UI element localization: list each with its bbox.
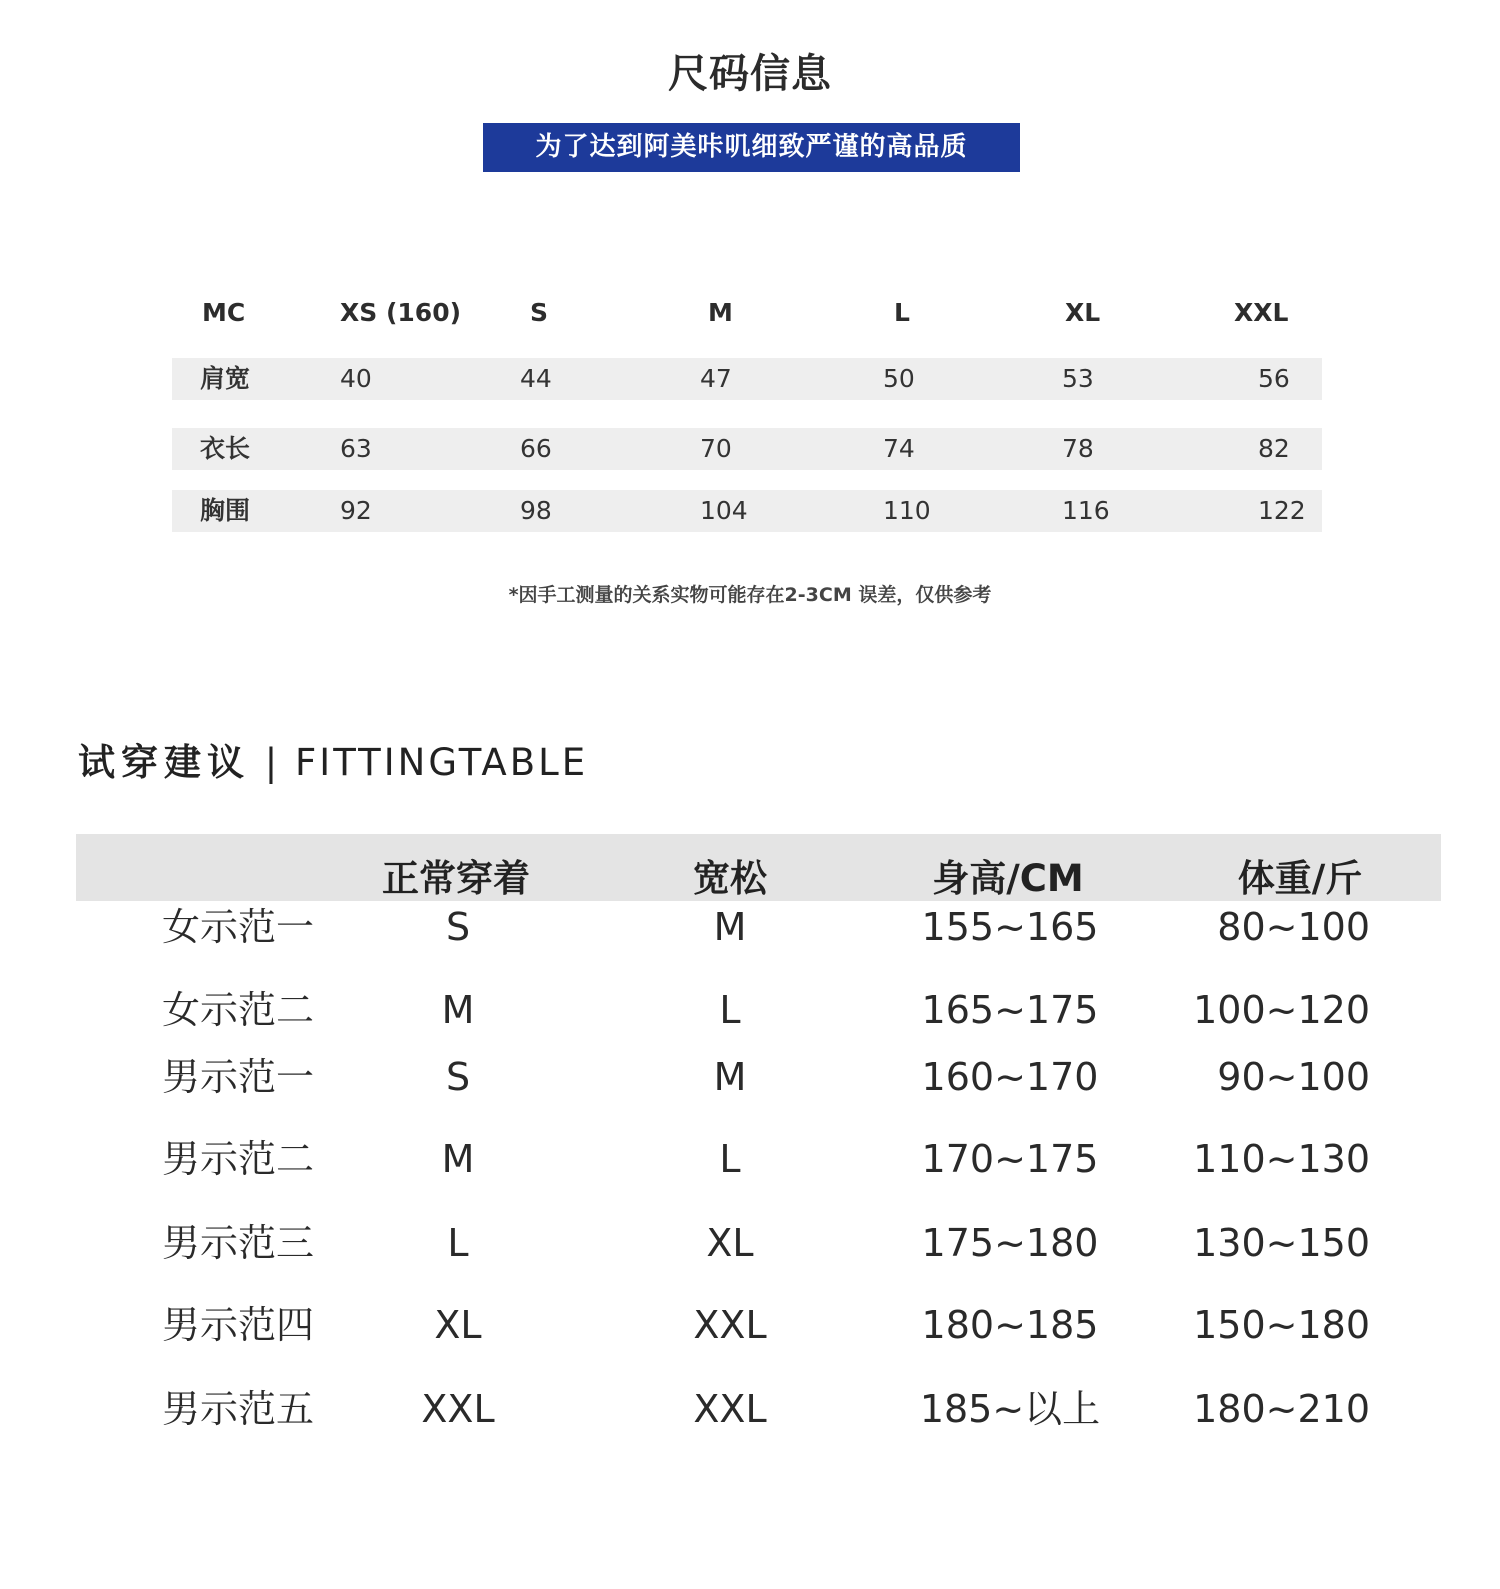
fit-normal: XXL	[421, 1387, 495, 1431]
size-value: 74	[883, 434, 915, 463]
fit-row	[0, 1300, 1500, 1350]
size-row-label: 肩宽	[200, 364, 251, 393]
size-value: 56	[1258, 364, 1290, 393]
fit-height: 175~180	[921, 1221, 1099, 1265]
fit-weight: 80~100	[1217, 905, 1370, 949]
size-info-title: 尺码信息	[668, 51, 832, 97]
fit-height: 155~165	[921, 905, 1099, 949]
fit-weight: 110~130	[1193, 1137, 1370, 1181]
fit-weight: 100~120	[1193, 988, 1370, 1032]
fit-row	[0, 985, 1500, 1035]
fit-row	[0, 1384, 1500, 1434]
fit-normal: M	[441, 1137, 475, 1181]
fit-loose: L	[719, 1137, 741, 1181]
fit-loose: XXL	[693, 1387, 767, 1431]
size-value: 92	[340, 496, 372, 525]
size-value: 44	[520, 364, 552, 393]
quality-banner: 为了达到阿美咔叽细致严谨的高品质	[483, 123, 1020, 172]
size-col-xxl: XXL	[1234, 298, 1289, 327]
fitting-heading-en: FITTINGTABLE	[295, 741, 589, 784]
fit-row	[0, 902, 1500, 952]
fit-model: 男示范四	[162, 1303, 315, 1347]
fit-model: 女示范二	[162, 988, 315, 1032]
size-value: 50	[883, 364, 915, 393]
fit-loose: M	[713, 1055, 747, 1099]
fit-col-weight: 体重/斤	[1237, 857, 1363, 900]
measurement-note: *因手工测量的关系实物可能存在2-3CM 误差，仅供参考	[508, 584, 992, 606]
fitting-heading	[78, 732, 588, 786]
size-value: 40	[340, 364, 372, 393]
size-value: 70	[700, 434, 732, 463]
fit-weight: 150~180	[1193, 1303, 1370, 1347]
size-row-length	[172, 428, 1322, 470]
fit-height: 165~175	[921, 988, 1099, 1032]
fit-col-loose: 宽松	[693, 857, 767, 900]
size-row-chest	[172, 490, 1322, 532]
size-col-s: S	[530, 298, 549, 327]
size-value: 66	[520, 434, 552, 463]
fit-model: 男示范一	[162, 1055, 315, 1099]
fit-height: 180~185	[921, 1303, 1099, 1347]
fit-weight: 90~100	[1217, 1055, 1370, 1099]
size-value: 116	[1062, 496, 1110, 525]
fit-normal: S	[445, 905, 471, 949]
size-row-label: 胸围	[200, 496, 251, 525]
size-row-shoulder	[172, 358, 1322, 400]
fitting-heading-cn: 试穿建议	[78, 741, 250, 784]
fit-weight: 130~150	[1193, 1221, 1370, 1265]
fit-model: 男示范三	[162, 1221, 315, 1265]
fit-height: 160~170	[921, 1055, 1099, 1099]
fitting-heading-separator: |	[264, 741, 281, 784]
size-col-xl: XL	[1065, 298, 1101, 327]
size-row-label: 衣长	[200, 434, 251, 463]
size-value: 82	[1258, 434, 1290, 463]
size-table-header	[172, 292, 1322, 334]
size-value: 110	[883, 496, 931, 525]
fit-loose: XL	[706, 1221, 754, 1265]
fit-row	[0, 1218, 1500, 1268]
fit-col-height: 身高/CM	[932, 857, 1084, 900]
size-value: 98	[520, 496, 552, 525]
fit-col-normal: 正常穿着	[382, 857, 530, 900]
size-value: 78	[1062, 434, 1094, 463]
fit-row	[0, 1134, 1500, 1184]
size-value: 63	[340, 434, 372, 463]
size-col-xs: XS (160)	[340, 298, 462, 327]
fit-model: 女示范一	[162, 905, 315, 949]
size-table	[172, 292, 1322, 532]
fit-height: 170~175	[921, 1137, 1099, 1181]
fit-normal: XL	[434, 1303, 482, 1347]
size-col-mc: MC	[202, 298, 246, 327]
fit-normal: L	[447, 1221, 469, 1265]
fit-model: 男示范五	[162, 1387, 315, 1431]
size-value: 47	[700, 364, 732, 393]
fit-loose: M	[713, 905, 747, 949]
size-col-l: L	[894, 298, 910, 327]
fit-loose: XXL	[693, 1303, 767, 1347]
fit-weight: 180~210	[1193, 1387, 1370, 1431]
size-col-m: M	[708, 298, 733, 327]
fit-normal: M	[441, 988, 475, 1032]
fit-model: 男示范二	[162, 1137, 315, 1181]
size-value: 122	[1258, 496, 1306, 525]
size-value: 53	[1062, 364, 1094, 393]
fit-loose: L	[719, 988, 741, 1032]
size-value: 104	[700, 496, 748, 525]
fit-row	[0, 1052, 1500, 1102]
fit-height: 185~以上	[919, 1387, 1101, 1431]
fit-normal: S	[445, 1055, 471, 1099]
